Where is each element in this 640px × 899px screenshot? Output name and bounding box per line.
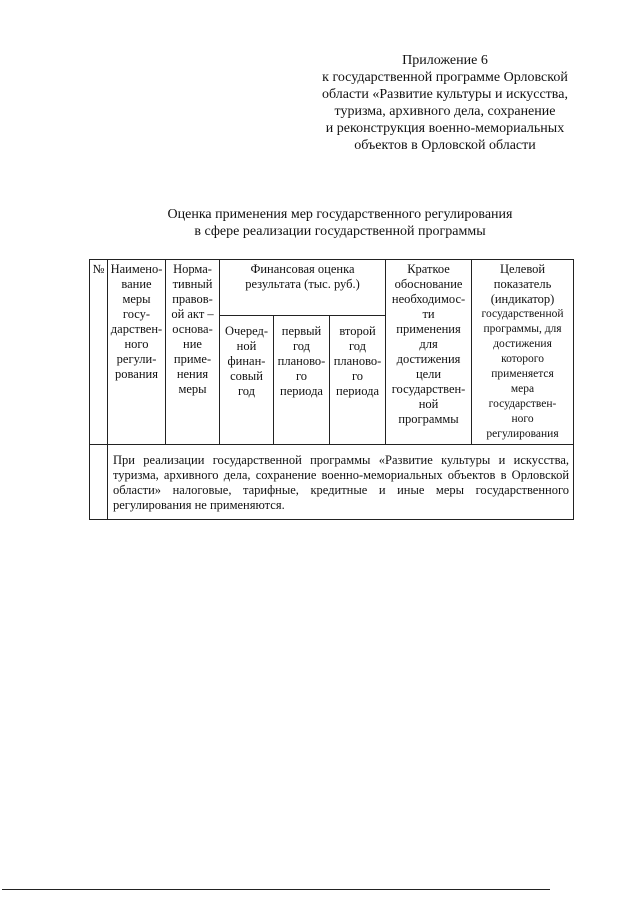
note-number-cell — [90, 445, 108, 520]
title-line: Оценка применения мер государственного регулирования — [167, 207, 513, 222]
table-note-row — [90, 445, 574, 520]
table-header-row — [90, 260, 574, 316]
header-measure-name: Наимено- вание меры госу- дарствен- ного регули- рования — [108, 260, 166, 445]
title-line: в сфере реализации государственной программы — [194, 224, 486, 239]
appendix-header — [300, 52, 590, 154]
table-note: При реализации государственной программы «Развитие культуры и искусства, туризма, архивного дела, сохранение военно-мемориальных объектов в Орловской области» налоговые, тарифные, кредитные и иные меры государственного регулирования не применяются. — [108, 445, 574, 520]
header-second-plan-year: второй год планово- го периода — [330, 315, 386, 444]
appendix-line: туризма, архивного дела, сохранение — [334, 104, 556, 119]
bottom-divider — [2, 889, 550, 890]
appendix-line: Приложение 6 — [402, 53, 488, 68]
header-target-indicator: Целевой показатель (индикатор) государственной программы, для достижения которого применяется мера государствен- ного регулирования — [472, 260, 574, 445]
header-rationale: Краткое обоснование необходимос- ти применения для достижения цели государствен- ной программы — [386, 260, 472, 445]
appendix-line: области «Развитие культуры и искусства, — [322, 87, 568, 102]
header-first-plan-year: первый год планово- го периода — [274, 315, 330, 444]
appendix-line: и реконструкция военно-мемориальных — [325, 121, 565, 136]
appendix-line: к государственной программе Орловской — [322, 70, 568, 85]
header-financial-assessment: Финансовая оценка результата (тыс. руб.) — [220, 260, 386, 316]
document-title — [40, 206, 640, 240]
appendix-line: объектов в Орловской области — [354, 138, 536, 153]
header-current-year: Очеред- ной финан- совый год — [220, 315, 274, 444]
header-number: № — [90, 260, 108, 445]
header-legal-act: Норма- тивный правов- ой акт – основа- ние приме- нения меры — [166, 260, 220, 445]
regulation-table — [89, 259, 574, 520]
